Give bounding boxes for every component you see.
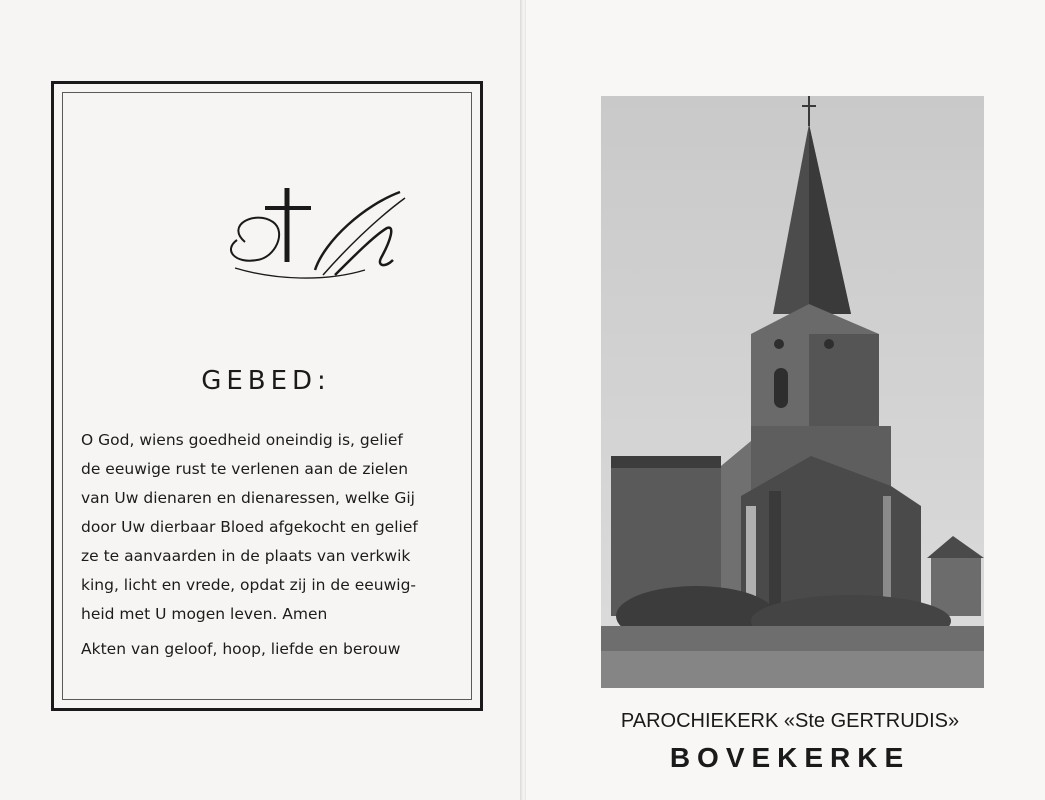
cross-monogram-icon	[215, 180, 415, 300]
prayer-line: van Uw dienaren en dienaressen, welke Gij	[81, 489, 415, 507]
prayer-line: de eeuwige rust te verlenen aan de zielen	[81, 460, 409, 478]
prayer-line: O God, wiens goedheid oneindig is, gelief	[81, 431, 403, 449]
church-photo	[601, 96, 984, 688]
prayer-line: door Uw dierbaar Bloed afgekocht en gelief	[81, 518, 418, 536]
prayer-line: heid met U mogen leven. Amen	[81, 605, 328, 623]
church-illustration	[601, 96, 984, 688]
village-name: BOVEKERKE	[669, 742, 911, 773]
acts-line: Akten van geloof, hoop, liefde en berouw	[81, 640, 401, 658]
left-card	[0, 0, 520, 800]
church-caption: PAROCHIEKERK «Ste GERTRUDIS»	[620, 710, 960, 732]
prayer-heading: GEBED:	[201, 366, 331, 396]
prayer-line: king, licht en vrede, opdat zij in de eeuwig-	[81, 576, 417, 594]
prayer-text	[81, 426, 471, 664]
prayer-line: ze te aanvaarden in de plaats van verkwik	[81, 547, 411, 565]
